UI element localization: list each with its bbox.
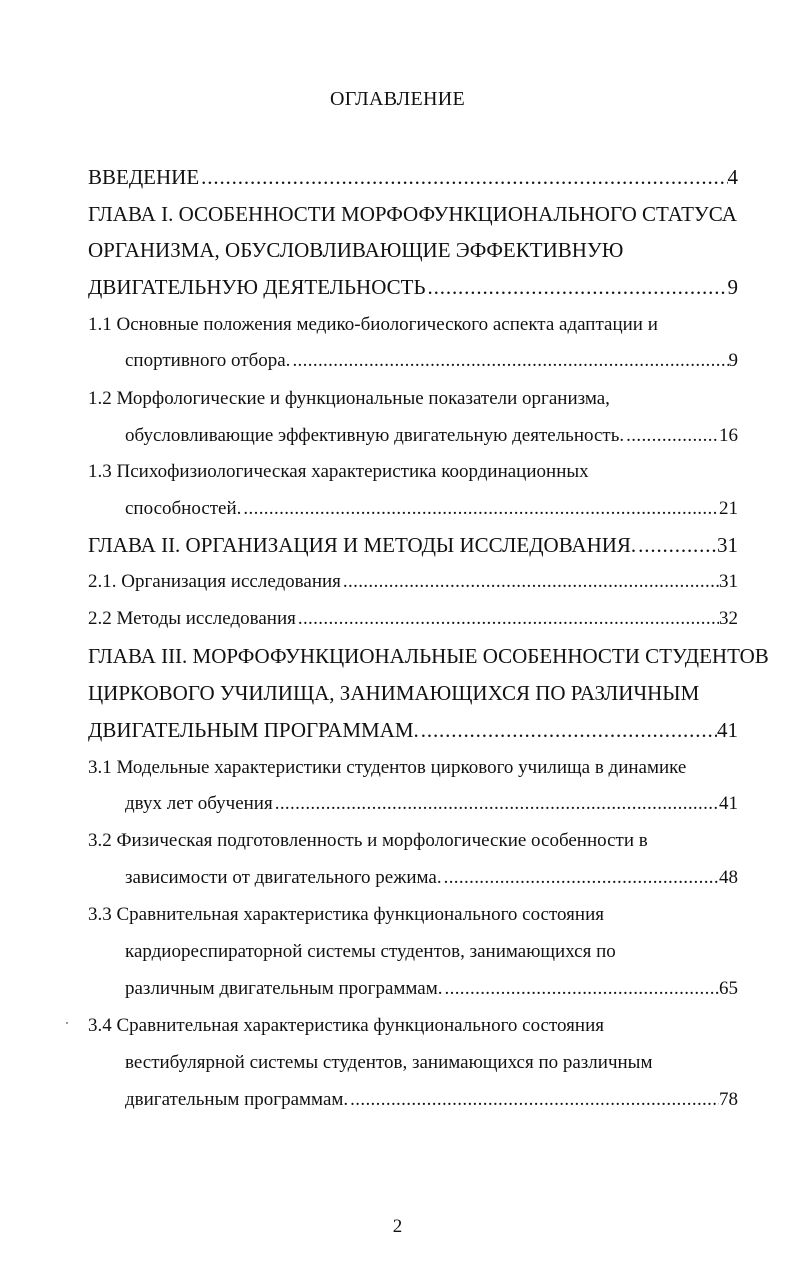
toc-entry-3-4[interactable] — [125, 1085, 738, 1115]
toc-page-number: 16 — [719, 425, 738, 446]
toc-page-number: 65 — [719, 978, 738, 999]
toc-page-number: 78 — [719, 1089, 738, 1110]
toc-entry-text: спортивного отбора. — [125, 350, 291, 371]
toc-entry-3-4-line-1[interactable]: 3.4 Сравнительная характеристика функционального состояния — [88, 1015, 604, 1036]
toc-entry-3-3[interactable] — [125, 974, 738, 1004]
dot-leader — [290, 346, 728, 376]
toc-entry-1-1-line-1[interactable]: 1.1 Основные положения медико-биологического аспекта адаптации и — [88, 314, 658, 335]
toc-entry-text: 2.1. Организация исследования — [88, 571, 341, 592]
toc-entry-chapter-3[interactable] — [88, 715, 738, 745]
toc-entry-text: 2.2 Методы исследования — [88, 608, 296, 629]
toc-entry-chapter-3-line-2[interactable]: ЦИРКОВОГО УЧИЛИЩА, ЗАНИМАЮЩИХСЯ ПО РАЗЛИЧНЫМ — [88, 681, 700, 705]
dot-leader — [296, 604, 719, 634]
toc-entry-introduction[interactable] — [88, 162, 738, 192]
toc-page-number: 48 — [719, 867, 738, 888]
toc-entry-text: зависимости от двигательного режима. — [125, 867, 442, 888]
toc-entry-1-3[interactable] — [125, 494, 738, 524]
toc-entry-3-2[interactable] — [125, 863, 738, 893]
toc-entry-3-1[interactable] — [125, 789, 738, 819]
toc-entry-1-1[interactable] — [125, 346, 738, 376]
toc-entry-text: ДВИГАТЕЛЬНЫМ ПРОГРАММАМ. — [88, 718, 419, 742]
page-number: 2 — [392, 1216, 403, 1237]
toc-entry-1-3-line-1[interactable]: 1.3 Психофизиологическая характеристика координационных — [88, 461, 589, 482]
toc-entry-3-4-line-2[interactable]: вестибулярной системы студентов, занимающихся по различным — [125, 1052, 653, 1073]
toc-page-number: 31 — [719, 571, 738, 592]
toc-entry-text: ДВИГАТЕЛЬНУЮ ДЕЯТЕЛЬНОСТЬ — [88, 275, 426, 299]
toc-page-number: 41 — [717, 718, 738, 742]
toc-entry-chapter-1[interactable] — [88, 272, 738, 302]
dot-leader — [442, 863, 719, 893]
toc-entry-text: обусловливающие эффективную двигательную деятельность. — [125, 425, 625, 446]
toc-entry-text: ГЛАВА II. ОРГАНИЗАЦИЯ И МЕТОДЫ ИССЛЕДОВАНИЯ. — [88, 533, 637, 557]
toc-page-number: 31 — [717, 533, 738, 557]
toc-page-number: 4 — [727, 165, 738, 189]
toc-entry-text: различным двигательным программам. — [125, 978, 443, 999]
toc-entry-chapter-1-line-2[interactable]: ОРГАНИЗМА, ОБУСЛОВЛИВАЮЩИЕ ЭФФЕКТИВНУЮ — [88, 238, 624, 262]
dot-leader — [636, 530, 717, 560]
toc-entry-1-2-line-1[interactable]: 1.2 Морфологические и функциональные показатели организма, — [88, 388, 610, 409]
toc-entry-2-1[interactable] — [88, 567, 738, 597]
toc-entry-1-2[interactable] — [125, 421, 738, 451]
toc-entry-chapter-3-line-1[interactable]: ГЛАВА III. МОРФОФУНКЦИОНАЛЬНЫЕ ОСОБЕННОСТИ СТУДЕНТОВ — [88, 644, 769, 668]
toc-entry-chapter-1-line-1[interactable]: ГЛАВА I. ОСОБЕННОСТИ МОРФОФУНКЦИОНАЛЬНОГО СТАТУСА — [88, 202, 737, 226]
dot-leader — [348, 1085, 719, 1115]
toc-entry-3-1-line-1[interactable]: 3.1 Модельные характеристики студентов циркового училища в динамике — [88, 757, 687, 778]
dot-leader — [426, 272, 728, 302]
toc-entry-text: ВВЕДЕНИЕ — [88, 165, 200, 189]
dot-leader — [273, 789, 719, 819]
scan-speck — [66, 1022, 68, 1024]
dot-leader — [443, 974, 720, 1004]
toc-entry-text: способностей. — [125, 498, 242, 519]
toc-entry-2-2[interactable] — [88, 604, 738, 634]
toc-entry-chapter-2[interactable] — [88, 530, 738, 560]
toc-title: ОГЛАВЛЕНИЕ — [330, 88, 465, 110]
toc-entry-3-3-line-2[interactable]: кардиореспираторной системы студентов, занимающихся по — [125, 941, 616, 962]
toc-page-number: 41 — [719, 793, 738, 814]
dot-leader — [341, 567, 719, 597]
dot-leader — [419, 715, 717, 745]
toc-page-number: 9 — [727, 275, 738, 299]
toc-entry-text: двух лет обучения — [125, 793, 273, 814]
toc-entry-3-2-line-1[interactable]: 3.2 Физическая подготовленность и морфологические особенности в — [88, 830, 648, 851]
toc-entry-3-3-line-1[interactable]: 3.3 Сравнительная характеристика функционального состояния — [88, 904, 604, 925]
toc-entry-text: двигательным программам. — [125, 1089, 349, 1110]
toc-page-number: 21 — [719, 498, 738, 519]
toc-page-number: 9 — [728, 350, 738, 371]
dot-leader — [199, 162, 727, 192]
toc-page-number: 32 — [719, 608, 738, 629]
dot-leader — [624, 421, 719, 451]
dot-leader — [241, 494, 719, 524]
